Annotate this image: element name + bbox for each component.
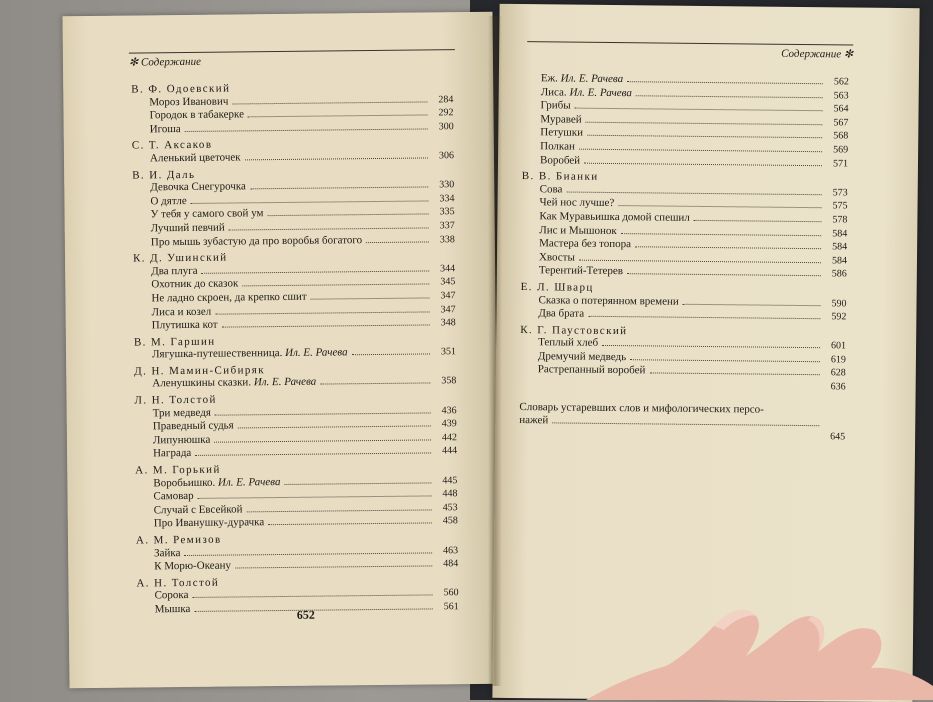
toc-section bbox=[521, 168, 848, 281]
toc-title bbox=[150, 195, 186, 208]
toc-title bbox=[149, 95, 228, 108]
toc-page: 453 bbox=[436, 502, 458, 515]
story-title: Самовар bbox=[153, 490, 193, 502]
illustrator-credit: Ил. Е. Рачева bbox=[561, 72, 624, 85]
toc-title bbox=[154, 517, 265, 531]
leader-dots bbox=[247, 509, 432, 512]
toc-title bbox=[154, 547, 180, 560]
leader-dots bbox=[366, 241, 429, 243]
leader-dots bbox=[320, 383, 430, 385]
running-header bbox=[781, 47, 853, 61]
toc-page: 330 bbox=[432, 179, 454, 192]
toc-title bbox=[540, 154, 580, 167]
story-title: Как Муравьишка домой спешил bbox=[539, 210, 690, 224]
leader-dots bbox=[584, 162, 822, 165]
story-title: Хвосты bbox=[539, 251, 575, 263]
header-title: Содержание bbox=[141, 56, 201, 69]
toc-section bbox=[134, 389, 457, 461]
toc-section bbox=[522, 72, 849, 171]
toc-page: 358 bbox=[434, 376, 456, 389]
toc-page: 436 bbox=[435, 405, 457, 418]
leader-dots bbox=[238, 426, 431, 429]
illustrator-credit: Ил. Е. Рачева bbox=[218, 476, 281, 489]
leader-dots bbox=[235, 566, 432, 569]
toc-page: 575 bbox=[825, 201, 847, 214]
toc-section bbox=[131, 78, 454, 137]
leader-dots bbox=[222, 325, 430, 328]
story-title: Три медведя bbox=[153, 406, 211, 419]
toc-title bbox=[540, 113, 581, 126]
toc-title bbox=[150, 181, 246, 195]
author-name: К. Д. Ушинский bbox=[133, 247, 455, 265]
story-title: Чей нос лучше? bbox=[540, 197, 615, 210]
story-title: Дремучий медведь bbox=[538, 350, 626, 363]
story-title: Случай с Евсейкой bbox=[154, 503, 243, 516]
toc-page: 619 bbox=[824, 354, 846, 367]
glossary-title-line1: Словарь устаревших слов и мифологических персо- bbox=[519, 401, 845, 417]
story-title: У тебя у самого свой ум bbox=[151, 208, 264, 221]
story-title: Еж. bbox=[541, 72, 558, 84]
story-title: Петушки bbox=[540, 127, 583, 139]
story-title: Мастера без топора bbox=[539, 237, 631, 250]
toc-title bbox=[155, 589, 189, 602]
toc-title bbox=[541, 99, 571, 112]
ornament-icon: ✻ bbox=[129, 56, 138, 68]
story-title: Про Иванушку-дурачка bbox=[154, 517, 265, 530]
story-title: Полкан bbox=[540, 140, 575, 152]
illustrator-credit: Ил. Е. Рачева bbox=[569, 86, 632, 99]
table-of-contents bbox=[131, 78, 459, 618]
leader-dots bbox=[198, 496, 432, 499]
author-name: А. М. Ремизов bbox=[136, 529, 458, 547]
toc-title bbox=[540, 183, 563, 196]
toc-title bbox=[151, 208, 264, 222]
toc-page: 344 bbox=[433, 263, 455, 276]
story-title: Муравей bbox=[540, 113, 581, 125]
toc-page: 584 bbox=[825, 241, 847, 254]
story-title: Городок в табакерке bbox=[149, 109, 244, 122]
toc-title bbox=[151, 265, 198, 278]
leader-dots bbox=[268, 214, 429, 217]
toc-page: 347 bbox=[433, 290, 455, 303]
story-title: Лягушка-путешественница. bbox=[152, 347, 282, 360]
toc-page: 562 bbox=[827, 76, 849, 89]
toc-page: 335 bbox=[433, 207, 455, 220]
toc-page: 347 bbox=[434, 304, 456, 317]
toc-title bbox=[540, 140, 575, 153]
leader-dots bbox=[627, 81, 823, 84]
leader-dots bbox=[587, 135, 822, 138]
toc-title bbox=[538, 294, 678, 308]
toc-title bbox=[153, 434, 211, 447]
header-rule bbox=[129, 49, 455, 53]
toc-page: 560 bbox=[436, 588, 458, 601]
leader-dots bbox=[245, 157, 428, 160]
toc-page: 601 bbox=[824, 341, 846, 354]
toc-page: 444 bbox=[435, 446, 457, 459]
story-title: Лис и Мышонок bbox=[539, 224, 617, 237]
story-title: Аленушкины сказки. bbox=[152, 377, 251, 390]
toc-title bbox=[538, 350, 626, 364]
leader-dots bbox=[268, 523, 432, 526]
leader-dots bbox=[248, 115, 428, 118]
leader-dots bbox=[191, 200, 429, 203]
author-name: Е. Л. Шварц bbox=[521, 279, 847, 297]
story-title: Награда bbox=[153, 447, 191, 459]
leader-dots bbox=[586, 122, 823, 125]
author-name: В. М. Гаршин bbox=[134, 331, 456, 349]
leader-dots bbox=[284, 482, 431, 485]
author-name: С. Т. Аксаков bbox=[132, 135, 454, 153]
illustrator-credit: Ил. Е. Рачева bbox=[254, 376, 317, 389]
leader-dots bbox=[184, 552, 432, 556]
toc-title bbox=[540, 127, 583, 140]
toc-page: 300 bbox=[432, 121, 454, 134]
toc-page: 592 bbox=[824, 311, 846, 324]
toc-page: 448 bbox=[435, 488, 457, 501]
leader-dots bbox=[214, 439, 431, 442]
leader-dots bbox=[185, 128, 428, 132]
story-title: Про мышь зубастую да про воробья богатого bbox=[151, 234, 362, 248]
toc-section bbox=[134, 360, 456, 392]
story-title: К Морю-Океану bbox=[154, 560, 231, 573]
story-title: Воробьишко. bbox=[153, 476, 215, 489]
toc-page: 564 bbox=[826, 103, 848, 116]
story-title: Лучший певчий bbox=[151, 222, 225, 235]
author-name: В. Ф. Одоевский bbox=[131, 78, 453, 96]
toc-title bbox=[538, 364, 646, 378]
toc-title bbox=[539, 251, 575, 264]
toc-section bbox=[520, 279, 846, 324]
story-title: Охотник до сказок bbox=[151, 278, 238, 291]
story-title: Растрепанный воробей bbox=[538, 364, 646, 377]
author-name: А. Н. Толстой bbox=[136, 572, 458, 590]
toc-title bbox=[153, 420, 234, 433]
toc-title bbox=[539, 210, 690, 224]
toc-title bbox=[154, 503, 243, 517]
header-title: Содержание bbox=[781, 48, 841, 61]
story-title: Липунюшка bbox=[153, 434, 210, 447]
leader-dots bbox=[232, 101, 427, 104]
leader-dots bbox=[195, 453, 431, 456]
story-title: Теплый хлеб bbox=[538, 337, 598, 350]
toc-section bbox=[132, 164, 455, 250]
leader-dots bbox=[192, 595, 432, 599]
toc-page: 571 bbox=[826, 158, 848, 171]
story-title: Лиса и козел bbox=[152, 305, 212, 318]
toc-section bbox=[134, 331, 456, 363]
leader-dots bbox=[242, 284, 429, 287]
leader-dots bbox=[229, 227, 429, 230]
story-title: Сорока bbox=[155, 589, 189, 601]
toc-title bbox=[539, 197, 614, 210]
leader-dots bbox=[630, 359, 820, 362]
toc-page: 628 bbox=[824, 368, 846, 381]
toc-title bbox=[150, 151, 241, 165]
toc-title bbox=[152, 347, 348, 362]
story-title: Плутишка кот bbox=[152, 319, 218, 332]
story-title: Зайка bbox=[154, 547, 180, 559]
toc-title bbox=[154, 560, 231, 573]
leader-dots bbox=[566, 191, 821, 195]
leader-dots bbox=[683, 303, 821, 305]
story-title: Аленький цветочек bbox=[150, 151, 241, 164]
hand-image bbox=[586, 596, 933, 700]
toc-page: 578 bbox=[825, 214, 847, 227]
story-title: Игоша bbox=[150, 123, 181, 135]
toc-page: 568 bbox=[826, 131, 848, 144]
toc-page: 636 bbox=[824, 381, 846, 394]
toc-title bbox=[538, 337, 598, 350]
glossary-entry bbox=[519, 401, 845, 443]
story-title: О дятле bbox=[150, 195, 186, 207]
toc-page: 338 bbox=[433, 234, 455, 247]
toc-title bbox=[150, 123, 181, 136]
toc-section bbox=[520, 322, 847, 381]
leader-dots bbox=[575, 108, 823, 112]
table-of-contents bbox=[519, 72, 849, 443]
leader-dots bbox=[636, 95, 823, 98]
toc-section bbox=[133, 247, 456, 333]
story-title: Два брата bbox=[538, 307, 584, 319]
ornament-icon: ✻ bbox=[844, 48, 853, 60]
story-title: Праведный судья bbox=[153, 420, 234, 433]
story-title: Не ладно скроен, да крепко сшит bbox=[151, 291, 306, 305]
toc-page: 590 bbox=[824, 298, 846, 311]
toc-page: 561 bbox=[437, 601, 459, 614]
toc-title bbox=[541, 72, 623, 85]
toc-page: 573 bbox=[826, 187, 848, 200]
toc-page: 567 bbox=[826, 117, 848, 130]
toc-page: 292 bbox=[431, 107, 453, 120]
toc-title bbox=[539, 224, 617, 237]
author-name: К. Г. Паустовский bbox=[520, 322, 846, 340]
toc-page: 284 bbox=[431, 94, 453, 107]
toc-page: 586 bbox=[825, 269, 847, 282]
leader-dots bbox=[649, 373, 819, 376]
toc-entry bbox=[520, 378, 846, 394]
toc-title bbox=[151, 291, 306, 305]
leader-dots bbox=[588, 316, 820, 319]
toc-section bbox=[132, 135, 454, 167]
running-header bbox=[129, 55, 201, 69]
toc-page: 439 bbox=[435, 418, 457, 431]
leader-dots bbox=[202, 270, 430, 273]
leader-dots bbox=[215, 311, 429, 314]
story-title: Грибы bbox=[541, 99, 571, 111]
toc-title bbox=[153, 406, 211, 419]
book-spine-shadow bbox=[488, 16, 502, 686]
leader-dots bbox=[215, 412, 431, 415]
toc-page: 345 bbox=[433, 276, 455, 289]
author-name: А. М. Горький bbox=[135, 459, 457, 477]
toc-title bbox=[151, 278, 238, 292]
toc-title bbox=[541, 86, 632, 100]
toc-title bbox=[539, 237, 631, 251]
glossary-page-row bbox=[519, 427, 845, 443]
toc-page: 584 bbox=[825, 228, 847, 241]
story-title: Воробей bbox=[540, 154, 580, 166]
toc-page: 458 bbox=[436, 516, 458, 529]
left-page bbox=[62, 12, 499, 688]
toc-title bbox=[153, 490, 193, 503]
toc-page: 306 bbox=[432, 150, 454, 163]
toc-page: 442 bbox=[435, 432, 457, 445]
page-number: 652 bbox=[297, 608, 315, 623]
glossary-title-line2: нажей bbox=[519, 414, 548, 427]
toc-title bbox=[153, 447, 191, 460]
leader-dots bbox=[352, 354, 430, 356]
leader-dots bbox=[618, 205, 821, 208]
toc-page: 484 bbox=[436, 558, 458, 571]
story-title: Два плуга bbox=[151, 265, 198, 277]
toc-title bbox=[152, 376, 316, 390]
story-title: Девочка Снегурочка bbox=[150, 181, 246, 194]
story-title: Сказка о потерянном времени bbox=[538, 294, 678, 307]
toc-page: 445 bbox=[435, 475, 457, 488]
toc-page: 348 bbox=[434, 317, 456, 330]
toc-title bbox=[539, 265, 623, 278]
toc-section bbox=[135, 459, 458, 531]
story-title: Мышка bbox=[155, 603, 191, 615]
toc-title bbox=[152, 305, 212, 318]
leader-dots bbox=[579, 149, 822, 153]
leader-dots bbox=[694, 220, 822, 222]
leader-dots bbox=[621, 233, 821, 236]
toc-title bbox=[153, 476, 280, 490]
toc-page: 584 bbox=[825, 255, 847, 268]
header-rule bbox=[527, 41, 853, 45]
illustrator-credit: Ил. Е. Рачева bbox=[285, 347, 348, 360]
toc-page: 463 bbox=[436, 545, 458, 558]
toc-page: 351 bbox=[434, 346, 456, 359]
leader-dots bbox=[579, 259, 821, 263]
author-name: Л. Н. Толстой bbox=[134, 389, 456, 407]
toc-page: 334 bbox=[432, 193, 454, 206]
toc-page: 645 bbox=[823, 430, 845, 443]
author-name: В. И. Даль bbox=[132, 164, 454, 182]
leader-dots bbox=[602, 345, 820, 348]
toc-title bbox=[149, 109, 244, 123]
toc-page: 563 bbox=[827, 90, 849, 103]
toc-title bbox=[538, 307, 584, 320]
leader-dots bbox=[311, 297, 430, 299]
author-name: Д. Н. Мамин-Сибиряк bbox=[134, 360, 456, 378]
toc-page: 569 bbox=[826, 144, 848, 157]
toc-title bbox=[151, 222, 225, 235]
story-title: Сова bbox=[540, 183, 563, 195]
toc-title bbox=[152, 319, 218, 332]
story-title: Лиса. bbox=[541, 86, 567, 98]
toc-section bbox=[136, 529, 458, 574]
toc-title bbox=[151, 234, 362, 249]
toc-title bbox=[155, 603, 191, 616]
toc-page: 337 bbox=[433, 220, 455, 233]
story-title: Мороз Иванович bbox=[149, 95, 228, 108]
author-name: В. В. Бианки bbox=[522, 168, 848, 186]
leader-dots bbox=[635, 246, 821, 249]
leader-dots bbox=[250, 187, 428, 190]
leader-dots bbox=[552, 422, 819, 426]
story-title: Терентий-Тетерев bbox=[539, 265, 623, 278]
leader-dots bbox=[627, 273, 821, 276]
